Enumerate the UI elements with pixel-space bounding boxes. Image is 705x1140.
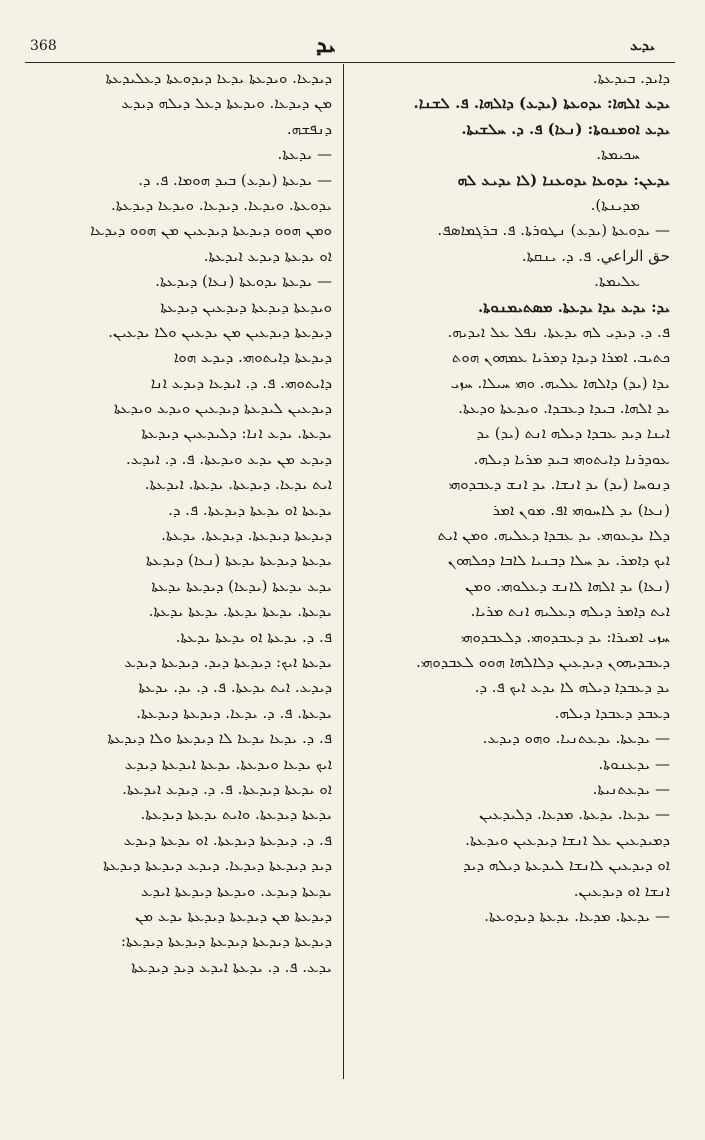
text-line: — ܝܕܥܬܐ ܝܕܘܥܬܐ (ܢܥܐ) ܕܝܕܥܬܐ. bbox=[155, 272, 332, 291]
text-line: ܕܐܝܕ. ܒܝܕܥܬܐ. bbox=[592, 69, 670, 87]
text-line: — ܝܕܥܢܘܬܐ. bbox=[598, 754, 670, 773]
text-line: ܚܙܝ ܐܡܝܪܐ: ܝܕ ܕܥܒܕܘܗܝ. ܕܠܥܒܕܘܗܝ bbox=[461, 627, 670, 646]
page-number: 368 bbox=[30, 38, 57, 54]
text-line: ܝܕܥܢ: ܝܕܘܥܐ ܝܕܘܥܢܐ (ܠܐ ܝܕܝܥ ܠܗ bbox=[457, 170, 670, 189]
text-line: ܝܕܥܬܐ ܕܝܕܥܬܐ ܝܕܥܬܐ (ܢܥܐ) ܕܝܕܥܬܐ bbox=[145, 551, 332, 570]
text-line: — ܝܕܥܬܐ. ܡܕܥܐ. ܝܕܥܬܐ ܕܝܕܘܥܬܐ. bbox=[484, 906, 670, 925]
text-line: ܝܕ ܕܥܒܕܐ ܕܝܠܗ ܠܐ ܝܕܥ ܐܝܟ ܦ. ܕ. bbox=[474, 678, 670, 697]
text-line: ܕܢܦܫܗ. bbox=[286, 119, 332, 138]
text-line: حق الراعي. ܦ. ܕ. ܝܢܩܬܐ. bbox=[521, 246, 670, 265]
text-line: ܕܢܘܚܐ (ܝܕ) ܝܕ ܐܢܫܐ. ܝܕ ܐܢܫ ܕܥܒܕܘܗܝ bbox=[448, 475, 670, 494]
text-line: ܝܕ: ܝܕܥ ܝܕܐ ܝܕܥܬܐ. ܡܣܬܝܡܢܘܬܐ. bbox=[477, 297, 670, 316]
text-line: (ܢܥܐ) ܝܕ ܠܐܚܘܗܝ ܐܦ. ܡܘܢ ܐܡܪ bbox=[492, 500, 670, 519]
text-line: ܕܝܕܥܐ. ܘܝܕܥܬܐ ܝܕܥܐ ܕܝܕܘܥܬܐ ܕܥܠܝܕܥܬܐ bbox=[105, 69, 332, 87]
text-line: ܝܕܥܬܐ ܐܝܟ: ܕܝܕܥܬܐ ܕܝܕ. ܕܝܕܥܬܐ ܕܝܕܥ bbox=[124, 652, 332, 671]
text-line: ܕܝܕܥܬܐ ܕܝܕܥܬܐ. ܕܝܕܥܬܐ. ܝܕܥܬܐ. bbox=[161, 526, 332, 545]
text-line: ܕܝܕܥܝܢ ܠܝܕܥܬܐ ܕܝܕܥܝܢ ܘܝܕܥ ܘܝܕܥܬܐ bbox=[113, 399, 332, 418]
text-line: ܦ. ܕ. ܕܝܕܥܬܐ ܕܝܕܥܬܐ. ܐܘ ܝܕܥܬܐ ܕܝܕܥ bbox=[123, 830, 332, 849]
text-line: ܥܠܝܡܬܐ. bbox=[594, 272, 640, 291]
text-line: — ܝܕܥܬܐ. bbox=[277, 145, 332, 164]
text-line: — ܝܕܥܬܢܝܬܐ. bbox=[592, 779, 670, 798]
text-line: ܐܘ ܝܕܥܬܐ ܕܝܕܥ ܐܝܕܥܬܐ. bbox=[203, 246, 332, 265]
text-line: ܝܕܥܬܐ. ܝܕܥܬܐ ܝܕܥܬܐ. ܝܕܥܬܐ ܝܕܥܬܐ. bbox=[148, 602, 332, 621]
text-line: ܘܡܢ ܗܘܘ ܕܝܕܥܬܐ ܕܝܕܥܝܢ ܡܢ ܗܘܘ ܕܝܕܥܐ bbox=[90, 221, 332, 240]
text-line: ܘܝܕܥܬܐ ܕܝܕܥܬܐ ܕܝܕܥܝܢ ܕܝܕܥܬܐ bbox=[160, 297, 332, 316]
text-line: ܕܝܕܥ ܡܢ ܝܕܥ ܘܝܕܥܬܐ. ܦ. ܕ. ܐܝܕܥ. bbox=[125, 449, 332, 468]
text-line: ܦ. ܕ. ܕܝܕܝ ܠܗ ܝܕܥܬܐ. ܢܦܠ ܥܠ ܐܝܕܝܗ. bbox=[447, 322, 670, 341]
running-title: ܝܕ bbox=[316, 32, 336, 58]
text-line: ܝܕܥܬܐ. ܝܕܥ ܐܢܐ: ܕܠܝܕܥܝܢ ܕܝܕܥܬܐ bbox=[141, 424, 332, 443]
text-line: ܕܝܕܥܬܐ ܕܐܝܬܘܗܝ. ܕܝܕܥ ܗܘܐ bbox=[173, 348, 332, 367]
text-line: ܝܕ ܐܠܗܐ. ܒܝܕܐ ܕܥܒܕܐ. ܘܝܕܥܬܐ ܘܕܥܬܐ. bbox=[458, 399, 670, 418]
text-line: ܐܝܟ ܝܕܥܐ ܘܝܕܥܬܐ. ܝܕܥܬܐ ܐܝܕܥܬܐ ܕܝܕܥ bbox=[124, 754, 332, 773]
text-line: ܕܝܕ ܕܝܕܥܬܐ ܕܝܕܥܐ. ܕܝܕܥ ܕܝܕܥܬܐ ܕܝܕܥܬܐ bbox=[102, 856, 332, 875]
text-line: ܕܥܒܕܝܗܘܢ ܕܝܕܥܝܢ ܕܠܐܠܗܐ ܗܘܘ ܠܥܒܕܘܗܝ. bbox=[416, 652, 670, 671]
text-line: ܡܕܝܢܬܐ). bbox=[590, 195, 640, 214]
text-line: ܝܕܥ ܐܘܡܢܘܬܐ: (ܢܥܐ) ܦ. ܕ. ܚܠܫܝܬܐ. bbox=[461, 119, 670, 138]
text-line: ܝܕܥ ܝܕܥܬܐ (ܝܕܥܐ) ܕܝܕܥܬܐ ܝܕܥܬܐ bbox=[151, 576, 332, 595]
text-line: ܕܠܐ ܝܕܥܘܗܝ. ܝܕ ܥܒܕܐ ܕܥܠܝܗ. ܘܡܢ ܐܝܬ bbox=[437, 526, 670, 545]
header-rule bbox=[25, 62, 675, 63]
text-line: — ܝܕܥܐ. ܝܕܥܬܐ. ܡܕܥܐ. ܕܠܝܕܥܝܢ bbox=[479, 805, 670, 824]
text-line: ܐܝܟ ܕܐܡܪ. ܝܕ ܚܠܐ ܕܒܢܝܐ ܠܐܒܐ ܕܟܠܗܘܢ bbox=[447, 551, 670, 570]
text-line: ܕܥܒܕ ܕܥܒܕܐ ܕܝܠܗ. bbox=[554, 703, 670, 722]
text-line: ܥܘܕܪܢܐ ܕܐܝܬܘܗܝ ܒܝܕ ܡܪܝܐ ܕܝܠܗ. bbox=[473, 449, 670, 468]
text-line: ܝܕܥ. ܦ. ܕ. ܝܕܥܬܐ ܐܝܕܥ ܕܝܕ ܕܝܕܥܬܐ bbox=[131, 957, 332, 976]
text-line: (ܢܥܐ) ܝܕ ܐܠܗܐ ܠܐܢܫ ܕܥܠܘܗܝ. ܘܡܢ bbox=[465, 576, 670, 595]
text-line: ܦ. ܕ. ܝܕܥܬܐ ܐܘ ܝܕܥܬܐ ܝܕܥܬܐ. bbox=[175, 627, 332, 646]
text-line: ܝܕܥ ܐܠܗܐ: ܝܕܘܥܬܐ (ܝܕܥ) ܕܐܠܗܐ. ܦ. ܠܫܢܐ. bbox=[413, 94, 670, 113]
text-line: ܐܘ ܕܝܕܥܝܢ ܠܐܢܫܐ ܠܝܕܥܬܐ ܕܝܠܗ ܕܝܕ bbox=[463, 856, 670, 875]
text-line: ܐܝܢܐ ܕܝܕ ܥܒܕܐ ܕܝܠܗ ܐܢܬ (ܝܕ) ܝܕ bbox=[476, 424, 670, 443]
guide-word: ܝܕܥ bbox=[630, 36, 655, 54]
text-line: ܕܡܝܕܥܝܢ ܥܠ ܐܢܫܐ ܕܝܕܥܝܢ ܘܝܕܥܬܐ. bbox=[465, 830, 670, 849]
text-line: ܕܝܕܥܬܐ ܕܝܕܥܬܐ ܕܝܕܥܬܐ ܕܝܕܥܬܐ ܕܝܕܥܬܐ: bbox=[120, 932, 332, 951]
text-line: ܐܘ ܝܕܥܬܐ ܕܝܕܥܬܐ. ܦ. ܕ. ܕܝܕܥ ܐܝܕܥܬܐ. bbox=[122, 779, 332, 798]
text-line: ܐܢܫܐ ܐܘ ܕܝܕܥܝܢ. bbox=[573, 881, 670, 900]
left-column bbox=[32, 66, 332, 980]
text-line: — ܝܕܥܬܐ (ܝܕܥ) ܒܝܕ ܗܘܡܐ. ܦ. ܕ. bbox=[138, 170, 332, 189]
column-divider bbox=[343, 64, 344, 1079]
text-line: ܟܬܝܒ. ܐܡܪܐ ܕܝܕܐ ܕܡܪܝܐ ܥܡܗܘܢ ܗܘܬ bbox=[451, 348, 670, 367]
text-line: ܝܕܐ (ܝܕ) ܕܐܠܗܐ ܥܠܝܗ. ܘܗܝ ܚܝܠܐ. ܚܙܝ bbox=[450, 373, 670, 392]
text-line: ܚܟܝܡܬܐ. bbox=[596, 145, 640, 164]
text-line: ܝܕܥܬܐ ܕܝܕܥܬܐ. ܘܐܝܬ ܝܕܥܬܐ ܕܝܕܥܬܐ. bbox=[140, 805, 332, 824]
text-line: ܕܝܕܥܬܐ ܕܝܕܥܝܢ ܡܢ ܝܕܥܝܢ ܘܠܐ ܝܕܥܝܢ. bbox=[108, 322, 332, 341]
text-line: ܐܝܬ ܕܐܡܪ ܕܝܠܗ ܕܥܠܝܗ ܐܢܬ ܡܪܝܐ. bbox=[470, 602, 670, 621]
page-header bbox=[0, 30, 705, 64]
text-line: ܡܢ ܕܝܕܥܐ. ܘܝܕܥܬܐ ܕܥܠ ܕܝܠܗ ܕܝܕܥ bbox=[121, 94, 332, 113]
text-line: ܐܝܬ ܝܕܥܐ. ܕܝܕܥܬܐ. ܝܕܥܬܐ. ܐܝܕܥܬܐ. bbox=[144, 475, 332, 494]
text-line: ܝܕܘܥܬܐ. ܘܝܕܥܐ. ܕܝܕܥܐ. ܘܝܕܥܐ ܕܝܕܥܬܐ. bbox=[110, 195, 332, 214]
text-line: — ܝܕܘܥܬܐ (ܝܕܥ) ܢܛܘܪܬܐ. ܦ. ܒܪܓܡܐܣܦ. bbox=[437, 221, 670, 240]
text-line: ܕܝܕܥ. ܐܝܬ ܝܕܥܬܐ. ܦ. ܕ. ܝܕ. ܝܕܥܬܐ bbox=[138, 678, 332, 697]
text-line: ܝܕܥܬܐ ܐܘ ܝܕܥܬܐ ܕܝܕܥܬܐ. ܦ. ܕ. bbox=[168, 500, 332, 519]
text-line: — ܝܕܥܬܐ. ܝܕܥܬܢܝܐ. ܘܗܘ ܕܝܕܥ. bbox=[482, 729, 670, 748]
right-column bbox=[352, 66, 670, 929]
text-line: ܕܝܕܥܬܐ ܡܢ ܕܝܕܥܬܐ ܕܝܕܥܬܐ ܝܕܥ ܡܢ bbox=[135, 906, 332, 925]
text-line: ܝܕܥܬܐ ܕܝܕܥ. ܘܝܕܥܬܐ ܕܝܕܥܬܐ ܐܝܕܥ bbox=[140, 881, 332, 900]
text-line: ܦ. ܕ. ܝܕܥܐ ܝܕܥܐ ܠܐ ܕܝܕܥܬܐ ܘܠܐ ܕܝܕܥܬܐ bbox=[107, 729, 332, 748]
text-line: ܝܕܥܬܐ. ܦ. ܕ. ܝܕܥܐ. ܕܝܕܥܬܐ ܕܝܕܥܬܐ. bbox=[136, 703, 332, 722]
text-line: ܕܐܝܬܘܗܝ. ܦ. ܕ. ܐܝܕܥܐ ܕܝܕܥ ܐܢܐ bbox=[150, 373, 332, 392]
